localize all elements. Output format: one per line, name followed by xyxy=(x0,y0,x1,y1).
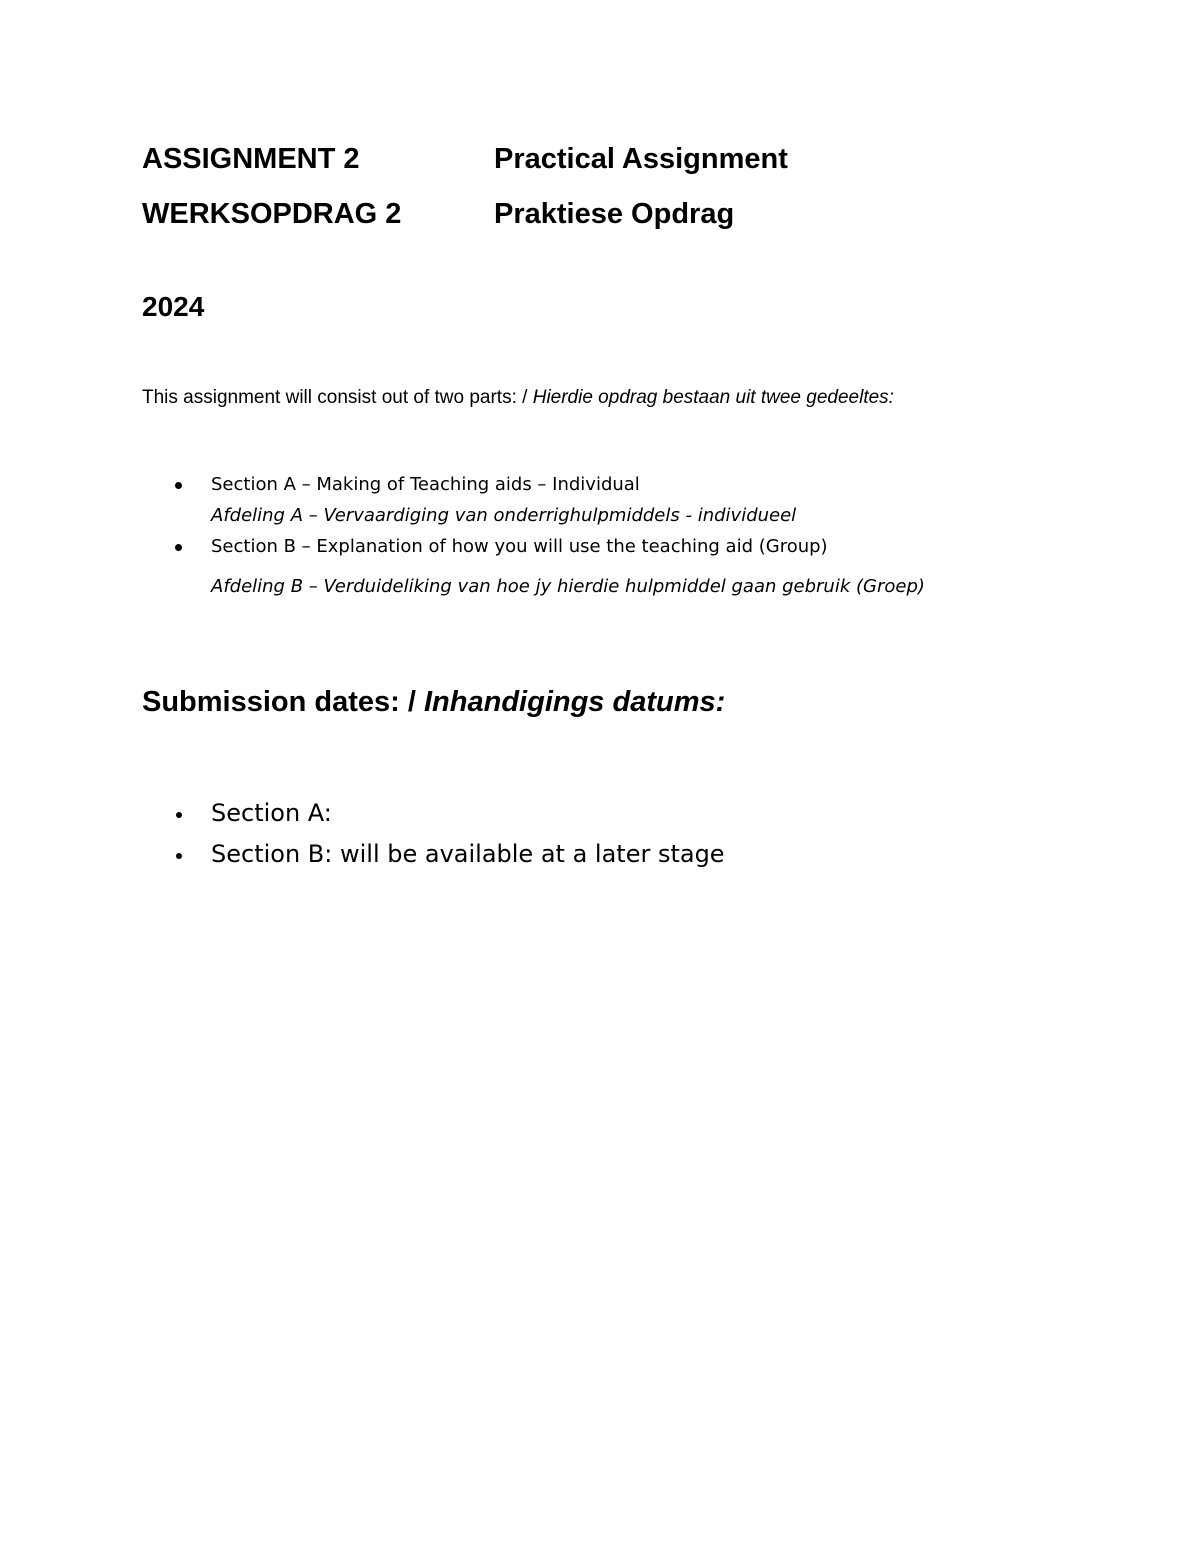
bullet-icon xyxy=(176,812,182,818)
intro-english: This assignment will consist out of two parts: / xyxy=(142,387,528,408)
bullet-icon xyxy=(175,482,182,489)
assignment-heading-row xyxy=(142,142,788,176)
intro-paragraph xyxy=(142,386,894,410)
date-section-b: Section B: will be available at a later stage xyxy=(211,840,725,868)
intro-afrikaans: Hierdie opdrag bestaan uit twee gedeeltes: xyxy=(527,387,894,408)
werksopdrag-number: WERKSOPDRAG 2 xyxy=(142,198,402,230)
submission-english: Submission dates: / xyxy=(142,686,424,718)
year-heading: 2024 xyxy=(142,291,205,322)
section-a-afrikaans: Afdeling A – Vervaardiging van onderrighulpmiddels - individueel xyxy=(211,505,797,526)
bullet-icon xyxy=(176,853,182,859)
submission-afrikaans: Inhandigings datums: xyxy=(424,686,726,718)
section-b-afrikaans: Afdeling B – Verduideliking van hoe jy hierdie hulpmiddel gaan gebruik (Groep) xyxy=(211,576,925,597)
submission-heading xyxy=(142,684,725,720)
date-section-a: Section A: xyxy=(211,799,332,827)
assignment-type: Practical Assignment xyxy=(494,143,788,175)
section-a-english: Section A – Making of Teaching aids – Individual xyxy=(211,474,640,495)
bullet-icon xyxy=(175,544,182,551)
werksopdrag-type: Praktiese Opdrag xyxy=(494,198,735,230)
werksopdrag-heading-row xyxy=(142,197,735,231)
assignment-number: ASSIGNMENT 2 xyxy=(142,143,360,175)
section-b-english: Section B – Explanation of how you will use the teaching aid (Group) xyxy=(211,536,828,557)
